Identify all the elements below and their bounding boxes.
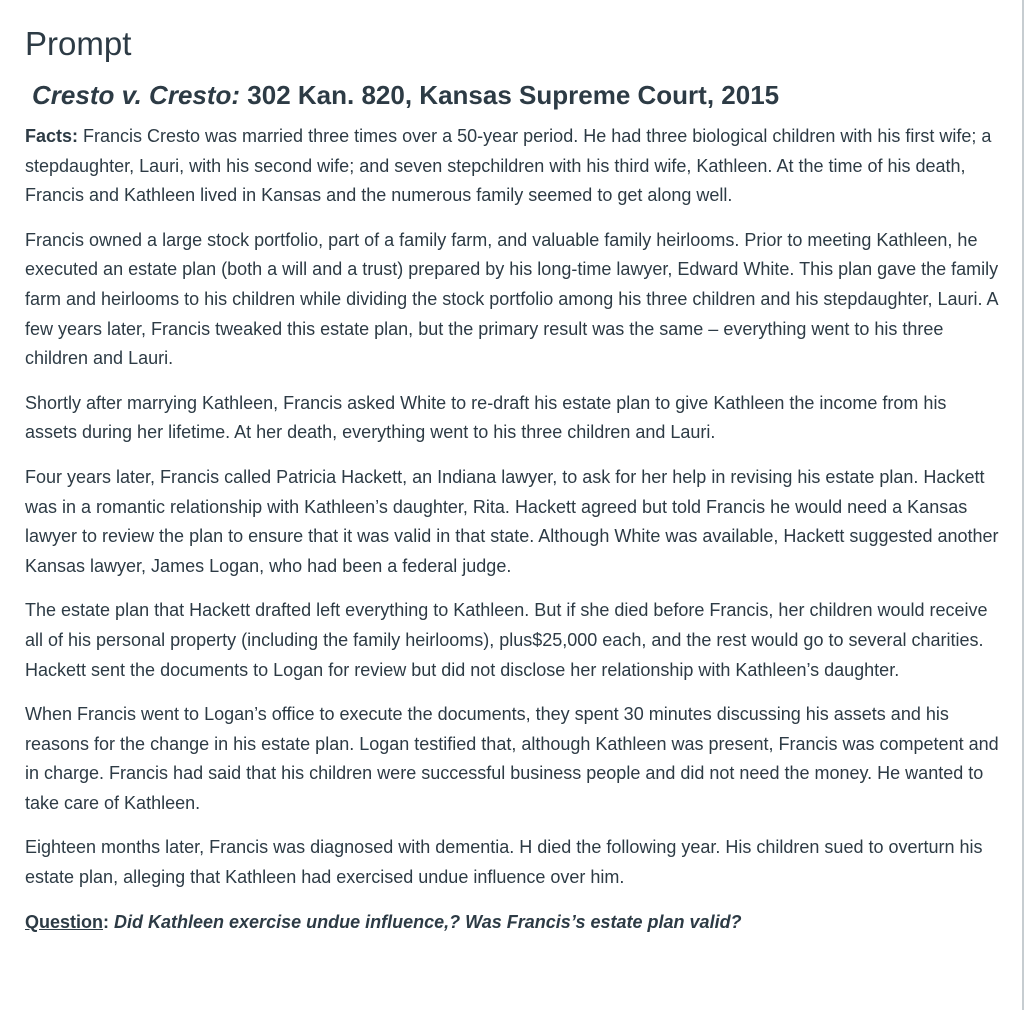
paragraph-hackett: Four years later, Francis called Patricia Hackett, an Indiana lawyer, to ask for her help in revising his estate plan. Hackett was in a romantic relationship with Kathleen’s daughter, Rita. Hackett agreed but told Francis he would need a Kansas lawyer to review the plan to ensure that it was valid in that state. Although White was available, Hackett suggested another Kansas lawyer, James Logan, who had been a federal judge.	[25, 466, 999, 576]
paragraph-redraft: Shortly after marrying Kathleen, Francis asked White to re-draft his estate plan to give Kathleen the income from his assets during her lifetime. At her death, everything went to his three children and Lauri.	[25, 392, 947, 443]
facts-label: Facts:	[25, 126, 79, 146]
question-text: Did Kathleen exercise undue influence,? Was Francis’s estate plan valid?	[114, 911, 742, 932]
question	[25, 908, 1000, 938]
paragraph-estate-plan: Francis owned a large stock portfolio, part of a family farm, and valuable family heirlooms. Prior to meeting Kathleen, he executed an estate plan (both a will and a trust) prepared by his long-time lawyer, Edward White. This plan gave the family farm and heirlooms to his children while dividing the stock portfolio among his three children and his stepdaughter, Lauri. A few years later, Francis tweaked this estate plan, but the primary result was the same – everything went to his three children and Lauri.	[25, 229, 999, 369]
page-title: Prompt	[25, 25, 132, 62]
question-separator: :	[103, 911, 115, 932]
case-heading	[32, 78, 1000, 112]
paragraph-execution: When Francis went to Logan’s office to execute the documents, they spent 30 minutes discussing his assets and his reasons for the change in his estate plan. Logan testified that, although Kathleen was present, Francis was competent and in charge. Francis had said that his children were successful business people and did not need the money. He wanted to take care of Kathleen.	[25, 704, 999, 813]
paragraph-new-plan: The estate plan that Hackett drafted left everything to Kathleen. But if she died before Francis, her children would receive all of his personal property (including the family heirlooms), plus$25,000 each, and the rest would go to several charities. Hackett sent the documents to Logan for review but did not disclose her relationship with Kathleen’s daughter.	[25, 600, 988, 680]
paragraph-dementia: Eighteen months later, Francis was diagnosed with dementia. H died the following year. His children sued to overturn his estate plan, alleging that Kathleen had exercised undue influence over him.	[25, 837, 983, 888]
question-label: Question	[25, 911, 104, 932]
prompt-content	[25, 0, 1000, 955]
case-name: Cresto v. Cresto:	[32, 80, 241, 110]
facts-text: Francis Cresto was married three times over a 50-year period. He had three biological children with his first wife; a stepdaughter, Lauri, with his second wife; and seven stepchildren with his third wife, Kathleen. At the time of his death, Francis and Kathleen lived in Kansas and the numerous family seemed to get along well.	[25, 126, 992, 206]
case-citation: 302 Kan. 820, Kansas Supreme Court, 2015	[240, 80, 780, 110]
facts-paragraph	[25, 122, 1000, 211]
